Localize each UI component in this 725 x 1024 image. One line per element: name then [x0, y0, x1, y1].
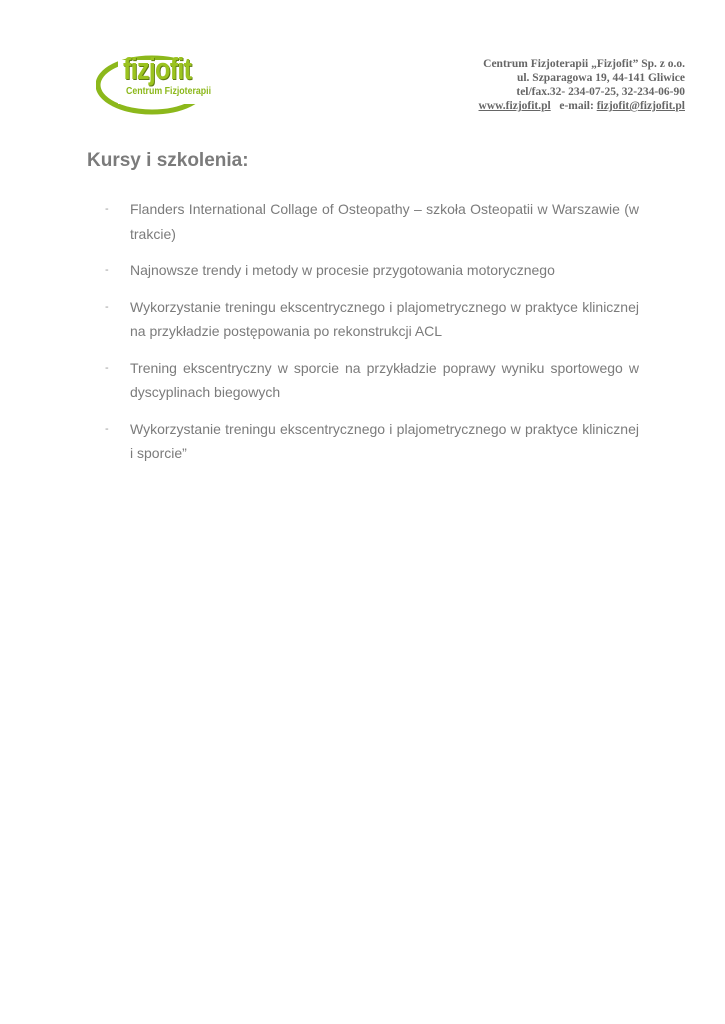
- list-item: [105, 258, 639, 283]
- list-item: [105, 295, 639, 344]
- company-address: ul. Szparagowa 19, 44-141 Gliwice: [516, 72, 685, 84]
- company-phone: tel/fax.32- 234-07-25, 32-234-06-90: [516, 86, 685, 98]
- list-item: [105, 417, 639, 466]
- company-contact-line: [479, 99, 685, 113]
- company-info: [479, 57, 685, 113]
- bullet-dash: -: [105, 264, 109, 276]
- bullet-dash: -: [105, 300, 109, 313]
- page-title: Kursy i szkolenia:: [87, 150, 249, 171]
- course-text: Wykorzystanie treningu ekscentrycznego i plajometrycznego w praktyce klinicznej i sporcie”: [130, 420, 639, 461]
- website-link[interactable]: www.fizjofit.pl: [478, 100, 551, 112]
- bullet-dash: -: [105, 422, 109, 435]
- course-text: Trening ekscentryczny w sporcie na przykładzie poprawy wyniku sportowego w dyscyplinach biegowych: [130, 359, 639, 400]
- course-text: Wykorzystanie treningu ekscentrycznego i plajometrycznego w praktyce klinicznej na przykładzie postępowania po rekonstrukcji ACL: [130, 298, 639, 339]
- company-name: Centrum Fizjoterapii „Fizjofit” Sp. z o.o.: [483, 58, 685, 70]
- list-item: [105, 356, 639, 405]
- email-label: e-mail:: [559, 100, 594, 112]
- list-item: [105, 197, 639, 246]
- course-text: Najnowsze trendy i metody w procesie przygotowania motorycznego: [130, 262, 555, 278]
- logo-wordmark: fizjofit: [123, 51, 192, 86]
- bullet-dash: -: [105, 203, 109, 215]
- course-text: Flanders International Collage of Osteopathy – szkoła Osteopatii w Warszawie (w trakcie): [130, 201, 639, 242]
- courses-list: [105, 197, 639, 478]
- email-link[interactable]: fizjofit@fizjofit.pl: [596, 100, 685, 112]
- logo-tagline: Centrum Fizjoterapii: [126, 86, 212, 97]
- bullet-dash: -: [105, 361, 109, 374]
